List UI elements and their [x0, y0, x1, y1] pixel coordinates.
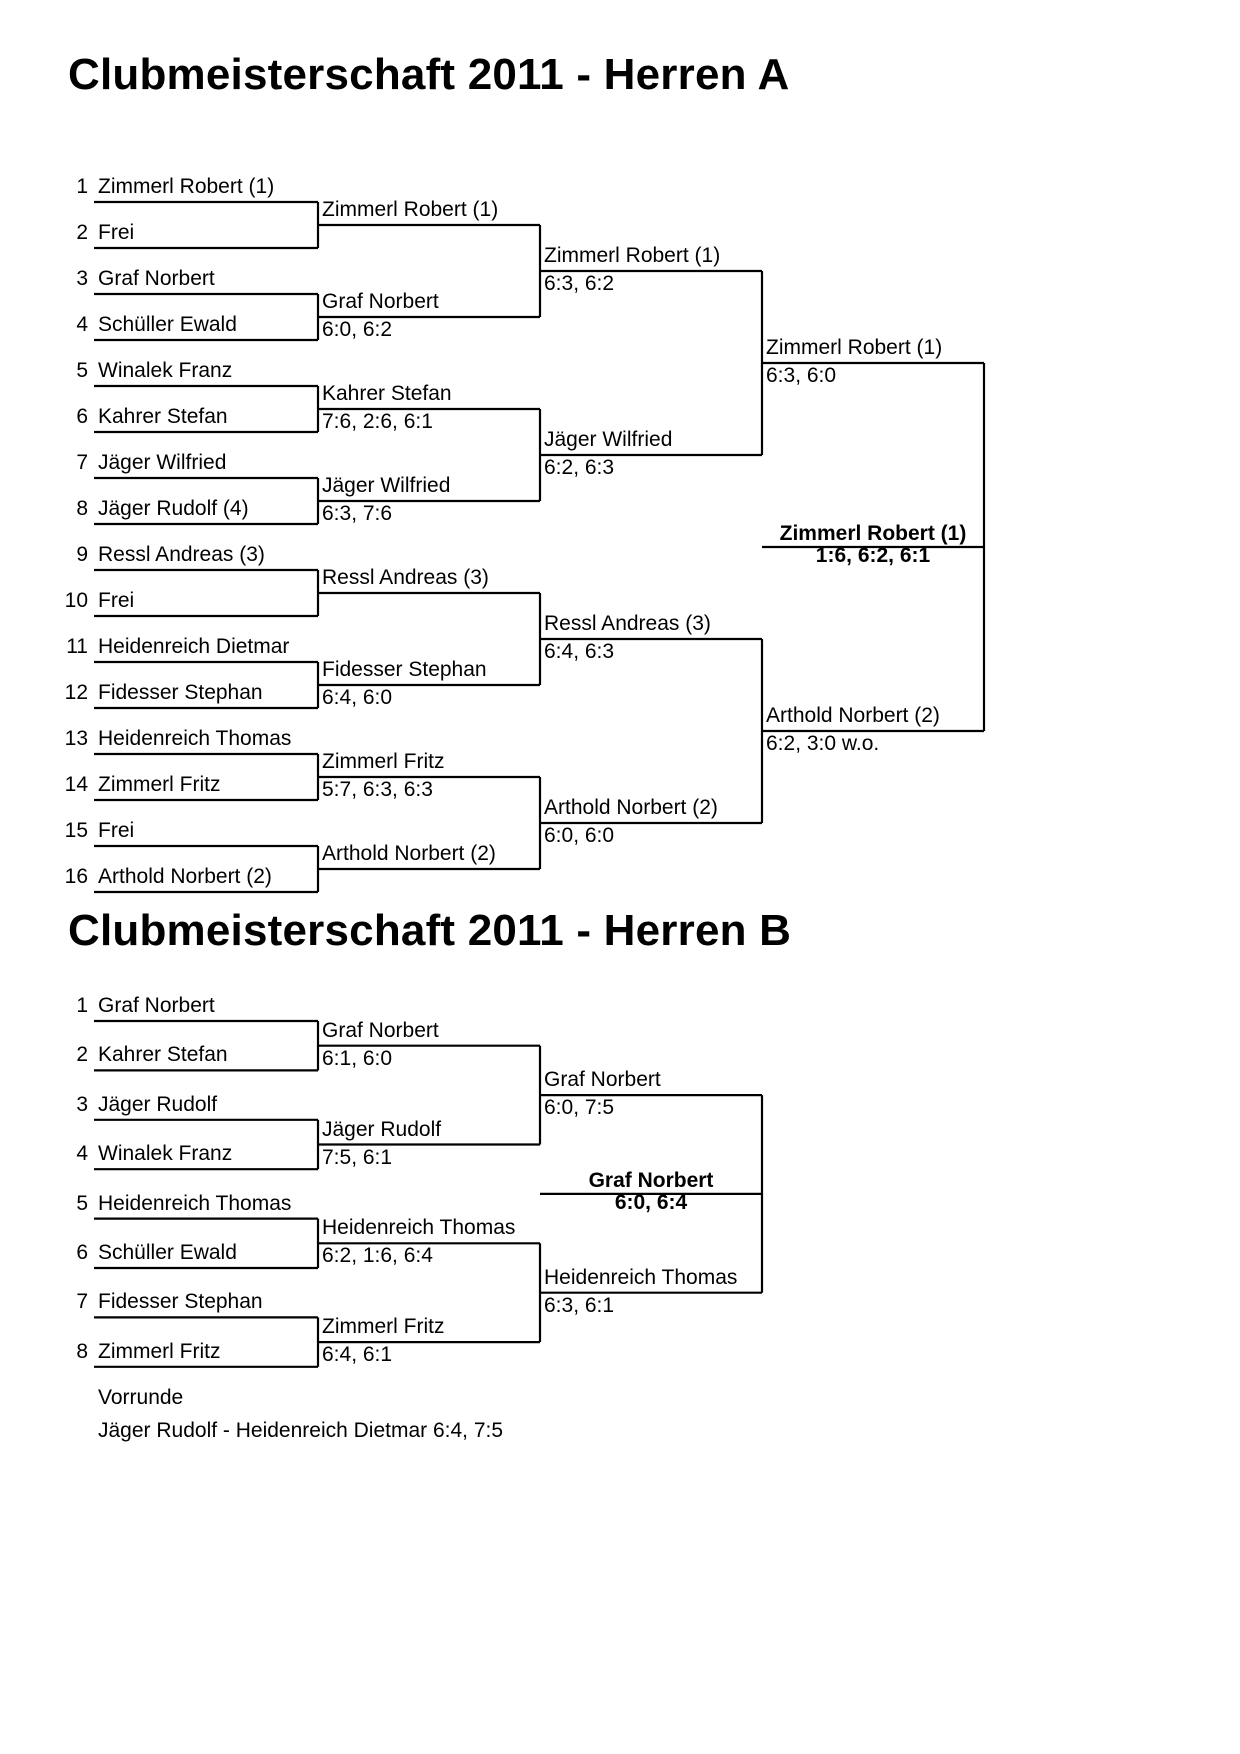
winner-name: Ressl Andreas (3) [322, 566, 489, 589]
seed-number: 2 [76, 221, 88, 244]
winner-name: Zimmerl Robert (1) [766, 336, 943, 359]
player-name: Winalek Franz [98, 1142, 233, 1166]
seed-number: 5 [76, 1191, 88, 1215]
winner-name: Zimmerl Fritz [322, 1315, 445, 1339]
player-name: Heidenreich Thomas [98, 1191, 292, 1215]
player-name: Kahrer Stefan [98, 405, 228, 428]
title-herren-a: Clubmeisterschaft 2011 - Herren A [68, 50, 790, 99]
match-score: 6:4, 6:0 [322, 686, 393, 709]
winner-name: Ressl Andreas (3) [544, 612, 711, 635]
match-score: 6:0, 6:2 [322, 318, 393, 341]
seed-number: 6 [76, 405, 88, 428]
player-name: Heidenreich Dietmar [98, 635, 290, 658]
match-score: 6:1, 6:0 [322, 1046, 393, 1070]
seed-number: 6 [76, 1241, 88, 1264]
champion-score: 6:0, 6:4 [614, 1190, 688, 1214]
player-name: Jäger Rudolf [98, 1092, 218, 1116]
winner-name: Zimmerl Robert (1) [322, 198, 499, 221]
match-score: 6:3, 6:1 [544, 1293, 615, 1317]
winner-name: Jäger Wilfried [322, 474, 451, 497]
seed-number: 14 [64, 773, 88, 796]
seed-number: 8 [76, 497, 88, 520]
player-name: Heidenreich Thomas [98, 727, 292, 750]
match-score: 7:6, 2:6, 6:1 [322, 410, 433, 433]
match-score: 6:2, 1:6, 6:4 [322, 1244, 433, 1268]
seed-number: 13 [64, 727, 88, 750]
winner-name: Jäger Wilfried [544, 428, 673, 451]
winner-name: Zimmerl Fritz [322, 750, 445, 773]
seed-number: 2 [76, 1043, 88, 1067]
winner-name: Jäger Rudolf [322, 1117, 442, 1141]
player-name: Zimmerl Fritz [98, 1339, 221, 1363]
seed-number: 3 [76, 1092, 88, 1116]
winner-name: Graf Norbert [544, 1068, 661, 1092]
seed-number: 9 [76, 543, 88, 566]
winner-name: Heidenreich Thomas [322, 1216, 516, 1240]
winner-name: Graf Norbert [322, 1018, 439, 1042]
player-name: Zimmerl Fritz [98, 773, 221, 796]
player-name: Ressl Andreas (3) [98, 543, 265, 566]
player-name: Schüller Ewald [98, 1241, 237, 1264]
player-name: Jäger Rudolf (4) [98, 497, 249, 520]
match-score: 6:2, 6:3 [544, 456, 615, 479]
seed-number: 15 [64, 819, 88, 842]
player-name: Fidesser Stephan [98, 1290, 263, 1314]
seed-number: 4 [76, 313, 88, 336]
champion-name: Zimmerl Robert (1) [779, 522, 967, 545]
champion-score: 1:6, 6:2, 6:1 [815, 544, 931, 567]
player-name: Graf Norbert [98, 994, 215, 1017]
match-score: 6:4, 6:1 [322, 1343, 393, 1367]
match-score: 6:3, 7:6 [322, 502, 393, 525]
match-score: 6:0, 7:5 [544, 1096, 615, 1120]
player-name: Zimmerl Robert (1) [98, 175, 275, 198]
winner-name: Arthold Norbert (2) [322, 842, 496, 865]
match-score: 5:7, 6:3, 6:3 [322, 778, 433, 801]
player-name: Schüller Ewald [98, 313, 237, 336]
player-name: Arthold Norbert (2) [98, 865, 272, 888]
player-name: Frei [98, 221, 135, 244]
seed-number: 11 [66, 635, 88, 658]
winner-name: Kahrer Stefan [322, 382, 452, 405]
seed-number: 5 [76, 359, 88, 382]
seed-number: 12 [64, 681, 88, 704]
winner-name: Arthold Norbert (2) [544, 796, 718, 819]
player-name: Frei [98, 819, 135, 842]
match-score: 6:4, 6:3 [544, 640, 615, 663]
title-herren-b: Clubmeisterschaft 2011 - Herren B [68, 906, 792, 955]
winner-name: Arthold Norbert (2) [766, 704, 940, 727]
seed-number: 7 [76, 451, 88, 474]
player-name: Graf Norbert [98, 267, 215, 290]
seed-number: 7 [76, 1290, 88, 1314]
seed-number: 8 [76, 1339, 88, 1363]
match-score: 6:0, 6:0 [544, 824, 615, 847]
match-score: 6:2, 3:0 w.o. [766, 732, 880, 755]
seed-number: 16 [64, 865, 88, 888]
player-name: Frei [98, 589, 135, 612]
winner-name: Heidenreich Thomas [544, 1265, 738, 1289]
winner-name: Fidesser Stephan [322, 658, 487, 681]
champion-name: Graf Norbert [588, 1168, 714, 1192]
match-score: 6:3, 6:0 [766, 364, 837, 387]
vorrunde-match: Jäger Rudolf - Heidenreich Dietmar 6:4, 7:5 [98, 1419, 504, 1442]
seed-number: 1 [76, 175, 88, 198]
player-name: Jäger Wilfried [98, 451, 227, 474]
winner-name: Graf Norbert [322, 290, 439, 313]
player-name: Winalek Franz [98, 359, 233, 382]
seed-number: 4 [76, 1142, 88, 1166]
winner-name: Zimmerl Robert (1) [544, 244, 721, 267]
match-score: 6:3, 6:2 [544, 272, 615, 295]
vorrunde-heading: Vorrunde [98, 1386, 184, 1409]
seed-number: 10 [64, 589, 88, 612]
match-score: 7:5, 6:1 [322, 1145, 393, 1169]
seed-number: 3 [76, 267, 88, 290]
player-name: Fidesser Stephan [98, 681, 263, 704]
seed-number: 1 [76, 994, 88, 1017]
player-name: Kahrer Stefan [98, 1043, 228, 1067]
